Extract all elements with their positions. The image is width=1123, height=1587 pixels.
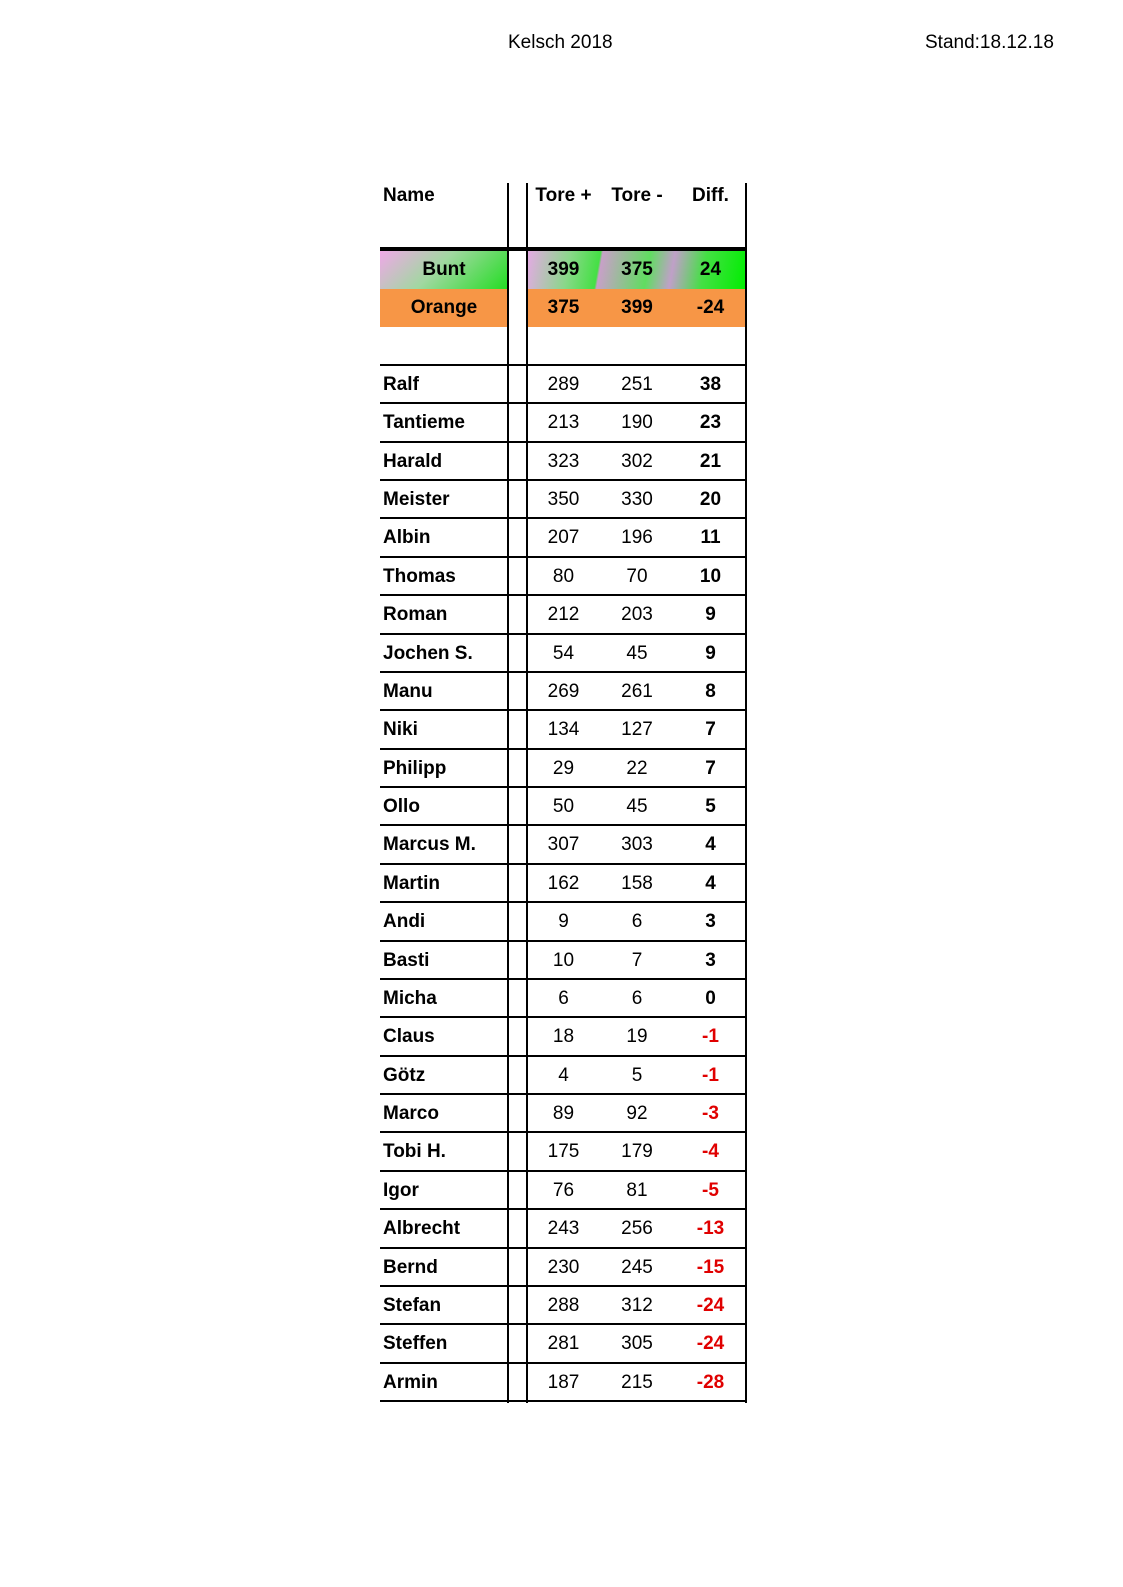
player-tore-minus: 330 xyxy=(621,489,653,510)
standings-table xyxy=(380,183,747,1403)
player-diff: -1 xyxy=(702,1065,719,1086)
player-tore-plus: 9 xyxy=(558,911,569,932)
row-divider xyxy=(380,786,747,788)
player-tore-plus: 89 xyxy=(552,1103,575,1124)
player-name: Tobi H. xyxy=(383,1141,446,1162)
team-name: Orange xyxy=(410,297,478,318)
row-divider xyxy=(380,441,747,443)
row-divider xyxy=(380,748,747,750)
team-tore-minus: 375 xyxy=(621,259,653,280)
team-diff: 24 xyxy=(699,259,722,280)
player-name: Philipp xyxy=(383,758,447,779)
player-tore-plus: 18 xyxy=(552,1026,575,1047)
player-tore-minus: 6 xyxy=(631,911,643,932)
player-diff: -15 xyxy=(696,1257,725,1278)
row-divider xyxy=(380,633,747,635)
player-name: Jochen S. xyxy=(383,643,473,664)
player-tore-plus: 323 xyxy=(547,451,580,472)
header-divider xyxy=(380,247,747,251)
player-diff: 0 xyxy=(705,988,716,1009)
row-divider xyxy=(380,1400,747,1402)
player-diff: 4 xyxy=(705,873,716,894)
player-name: Martin xyxy=(383,873,440,894)
player-tore-plus: 80 xyxy=(552,566,575,587)
player-name: Meister xyxy=(383,489,450,510)
player-diff: 9 xyxy=(705,604,716,625)
player-name: Albin xyxy=(383,527,431,548)
player-diff: 11 xyxy=(700,527,721,548)
player-tore-plus: 187 xyxy=(547,1372,580,1393)
player-diff: 3 xyxy=(705,911,716,932)
player-name: Micha xyxy=(383,988,437,1009)
player-tore-minus: 127 xyxy=(621,719,653,740)
player-tore-minus: 45 xyxy=(626,796,648,817)
row-divider xyxy=(380,364,747,366)
row-divider xyxy=(380,824,747,826)
player-diff: 3 xyxy=(705,950,716,971)
player-tore-plus: 50 xyxy=(552,796,575,817)
player-diff: -24 xyxy=(696,1333,725,1354)
column-header-diff: Diff. xyxy=(692,185,729,206)
column-header-tore-minus: Tore - xyxy=(611,185,663,206)
player-tore-minus: 302 xyxy=(621,451,653,472)
player-name: Bernd xyxy=(383,1257,438,1278)
player-tore-plus: 54 xyxy=(552,643,575,664)
player-name: Ralf xyxy=(383,374,419,395)
player-name: Steffen xyxy=(383,1333,448,1354)
player-tore-minus: 6 xyxy=(631,988,643,1009)
row-divider xyxy=(380,671,747,673)
team-tore-plus: 399 xyxy=(547,259,580,280)
stand-date: Stand:18.12.18 xyxy=(925,32,1054,53)
player-tore-minus: 158 xyxy=(621,873,653,894)
player-diff: 7 xyxy=(705,719,716,740)
player-tore-plus: 230 xyxy=(547,1257,580,1278)
player-diff: 23 xyxy=(699,412,722,433)
player-diff: -28 xyxy=(696,1372,725,1393)
player-name: Ollo xyxy=(383,796,420,817)
player-name: Götz xyxy=(383,1065,426,1086)
player-tore-plus: 76 xyxy=(552,1180,575,1201)
player-tore-plus: 10 xyxy=(552,950,575,971)
row-divider xyxy=(380,1131,747,1133)
player-diff: 21 xyxy=(699,451,722,472)
player-name: Niki xyxy=(383,719,418,740)
player-tore-plus: 6 xyxy=(558,988,569,1009)
player-tore-minus: 92 xyxy=(626,1103,648,1124)
player-tore-minus: 179 xyxy=(621,1141,653,1162)
player-tore-plus: 207 xyxy=(547,527,580,548)
column-header-name: Name xyxy=(383,185,435,206)
player-name: Harald xyxy=(383,451,443,472)
player-name: Roman xyxy=(383,604,448,625)
row-divider xyxy=(380,1362,747,1364)
player-tore-plus: 175 xyxy=(547,1141,580,1162)
player-tore-plus: 29 xyxy=(552,758,575,779)
player-diff: 7 xyxy=(705,758,716,779)
row-divider xyxy=(380,901,747,903)
player-diff: 38 xyxy=(699,374,722,395)
page-title: Kelsch 2018 xyxy=(508,32,613,53)
player-tore-minus: 215 xyxy=(621,1372,653,1393)
player-tore-plus: 243 xyxy=(547,1218,580,1239)
player-tore-minus: 261 xyxy=(621,681,653,702)
row-divider xyxy=(380,1208,747,1210)
player-tore-plus: 350 xyxy=(547,489,580,510)
player-tore-minus: 245 xyxy=(621,1257,653,1278)
team-tore-minus: 399 xyxy=(621,297,653,318)
player-tore-minus: 81 xyxy=(626,1180,648,1201)
row-divider xyxy=(380,1285,747,1287)
player-name: Tantieme xyxy=(383,412,466,433)
player-tore-minus: 5 xyxy=(631,1065,643,1086)
player-name: Claus xyxy=(383,1026,435,1047)
player-tore-plus: 288 xyxy=(547,1295,580,1316)
team-name: Bunt xyxy=(422,259,466,280)
row-divider xyxy=(380,1055,747,1057)
player-name: Stefan xyxy=(383,1295,442,1316)
row-divider xyxy=(380,594,747,596)
row-divider xyxy=(380,978,747,980)
player-name: Basti xyxy=(383,950,430,971)
player-diff: 20 xyxy=(699,489,722,510)
player-name: Marcus M. xyxy=(383,834,476,855)
player-name: Albrecht xyxy=(383,1218,461,1239)
player-tore-plus: 212 xyxy=(547,604,580,625)
player-tore-minus: 22 xyxy=(626,758,648,779)
table-right-border xyxy=(745,183,747,1403)
row-divider xyxy=(380,863,747,865)
player-diff: -13 xyxy=(696,1218,725,1239)
player-diff: -24 xyxy=(696,1295,725,1316)
row-divider xyxy=(380,1323,747,1325)
player-tore-minus: 70 xyxy=(626,566,648,587)
player-tore-minus: 303 xyxy=(621,834,653,855)
player-tore-plus: 162 xyxy=(547,873,580,894)
player-diff: 4 xyxy=(705,834,716,855)
player-tore-minus: 251 xyxy=(621,374,653,395)
player-name: Marco xyxy=(383,1103,439,1124)
row-divider xyxy=(380,1016,747,1018)
player-tore-plus: 134 xyxy=(547,719,580,740)
player-tore-minus: 190 xyxy=(621,412,653,433)
player-tore-plus: 307 xyxy=(547,834,580,855)
row-divider xyxy=(380,1170,747,1172)
player-tore-minus: 45 xyxy=(626,643,648,664)
player-name: Igor xyxy=(383,1180,419,1201)
player-tore-plus: 4 xyxy=(558,1065,569,1086)
team-tore-plus: 375 xyxy=(547,297,580,318)
player-name: Andi xyxy=(383,911,426,932)
player-diff: 5 xyxy=(705,796,716,817)
team-diff: -24 xyxy=(696,297,725,318)
player-tore-plus: 281 xyxy=(547,1333,580,1354)
row-divider xyxy=(380,1247,747,1249)
player-diff: 10 xyxy=(699,566,722,587)
player-name: Manu xyxy=(383,681,433,702)
row-divider xyxy=(380,556,747,558)
row-divider xyxy=(380,479,747,481)
player-name: Thomas xyxy=(383,566,456,587)
player-diff: 8 xyxy=(705,681,716,702)
player-tore-plus: 289 xyxy=(547,374,580,395)
player-tore-minus: 312 xyxy=(621,1295,653,1316)
column-divider-right xyxy=(526,183,528,1403)
player-diff: -5 xyxy=(702,1180,719,1201)
player-diff: -3 xyxy=(702,1103,719,1124)
player-tore-plus: 213 xyxy=(547,412,580,433)
player-name: Armin xyxy=(383,1372,438,1393)
row-divider xyxy=(380,517,747,519)
player-tore-minus: 305 xyxy=(621,1333,653,1354)
column-divider-left xyxy=(507,183,509,1403)
column-header-tore-plus: Tore + xyxy=(535,185,592,206)
player-tore-minus: 203 xyxy=(621,604,653,625)
player-tore-minus: 19 xyxy=(626,1026,648,1047)
row-divider xyxy=(380,940,747,942)
row-divider xyxy=(380,709,747,711)
player-tore-plus: 269 xyxy=(547,681,580,702)
player-tore-minus: 196 xyxy=(621,527,653,548)
player-tore-minus: 7 xyxy=(631,950,643,971)
player-tore-minus: 256 xyxy=(621,1218,653,1239)
player-diff: -4 xyxy=(702,1141,719,1162)
player-diff: 9 xyxy=(705,643,716,664)
player-diff: -1 xyxy=(702,1026,719,1047)
row-divider xyxy=(380,1093,747,1095)
row-divider xyxy=(380,402,747,404)
